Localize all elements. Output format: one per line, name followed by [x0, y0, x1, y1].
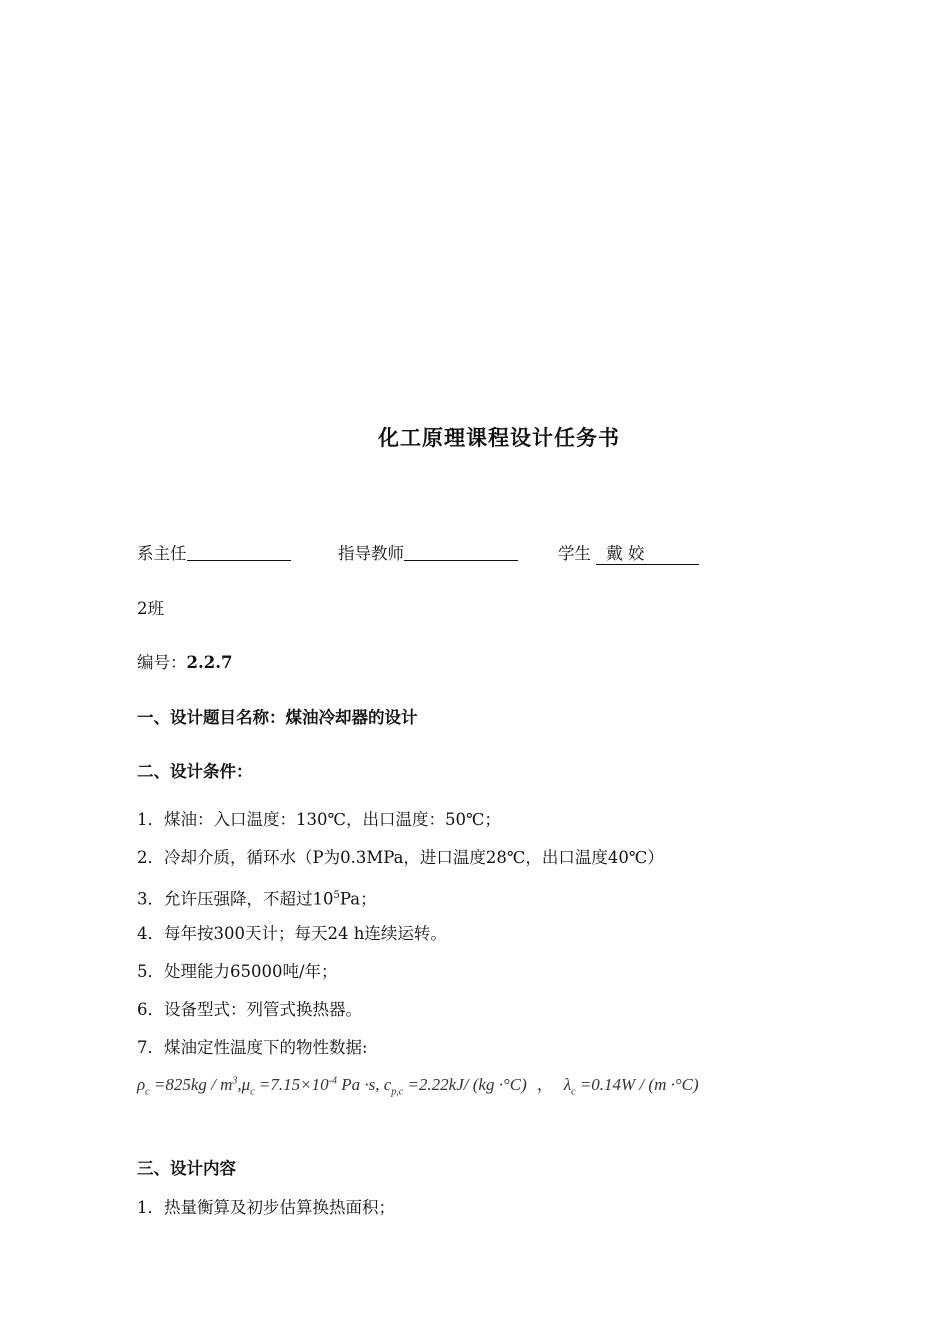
formula-cp-sub: p,c	[391, 1086, 404, 1098]
section1-value: 煤油冷却器的设计	[285, 708, 418, 727]
formula-mu: ,μ	[237, 1075, 251, 1094]
condition-item: 1．煤油：入口温度：130℃，出口温度：50℃；	[137, 810, 501, 829]
formula-mu-sub: c	[250, 1086, 255, 1098]
student-name: 戴 姣	[596, 544, 698, 565]
condition-item-tail: Pa；	[339, 889, 377, 909]
section1-heading: 一、设计题目名称：	[137, 708, 286, 727]
document-title: 化工原理课程设计任务书	[378, 425, 620, 450]
advisor-blank	[404, 544, 518, 561]
condition-item	[137, 884, 377, 912]
condition-item-text: 3．允许压强降，不超过10	[137, 889, 334, 909]
section1	[137, 706, 418, 730]
formula-lambda-sub: c	[571, 1086, 576, 1098]
dept-head-label: 系主任	[137, 544, 187, 563]
condition-item: 6．设备型式：列管式换热器。	[137, 1000, 362, 1019]
formula-mu-sup: -4	[328, 1075, 337, 1087]
formula-lambda: λ	[563, 1075, 572, 1094]
number-label: 编号：	[137, 653, 187, 672]
document-number	[137, 651, 232, 675]
advisor-label: 指导教师	[338, 544, 404, 563]
condition-item: 2．冷却介质，循环水（P为0.3MPa，进口温度28℃，出口温度40℃）	[137, 848, 664, 867]
formula-rho-sup: 3	[232, 1075, 238, 1087]
formula-rho-value: =825kg / m	[149, 1075, 233, 1094]
design-item: 1．热量衡算及初步估算换热面积；	[137, 1198, 395, 1217]
dept-head-blank	[187, 544, 291, 561]
formula-rho-sub: c	[145, 1086, 150, 1098]
formula-cp-value: =2.22kJ/ (kg ·°C)	[403, 1075, 527, 1094]
advisor-signature	[338, 542, 518, 566]
condition-item: 4．每年按300天计；每天24 h连续运转。	[137, 924, 447, 943]
formula-mu-value: =7.15×10	[254, 1075, 329, 1094]
condition-item: 5．处理能力65000吨/年；	[137, 962, 338, 981]
condition-item: 7．煤油定性温度下的物性数据:	[137, 1038, 368, 1057]
number-value: 2.2.7	[186, 653, 233, 672]
formula-mu-unit: Pa ·s, c	[336, 1075, 392, 1094]
student-signature	[558, 542, 699, 566]
formula-separator: ，	[536, 1075, 554, 1094]
dept-head-signature	[137, 542, 291, 566]
condition-item-sup: 5	[333, 890, 340, 901]
property-formula	[137, 1070, 699, 1097]
formula-rho: ρ	[137, 1075, 146, 1094]
formula-lambda-value: =0.14W / (m ·°C)	[575, 1075, 699, 1094]
student-label: 学生	[558, 544, 591, 563]
class-text: 2班	[137, 599, 164, 618]
section3-heading: 三、设计内容	[137, 1159, 236, 1178]
section2-heading: 二、设计条件：	[137, 762, 253, 781]
